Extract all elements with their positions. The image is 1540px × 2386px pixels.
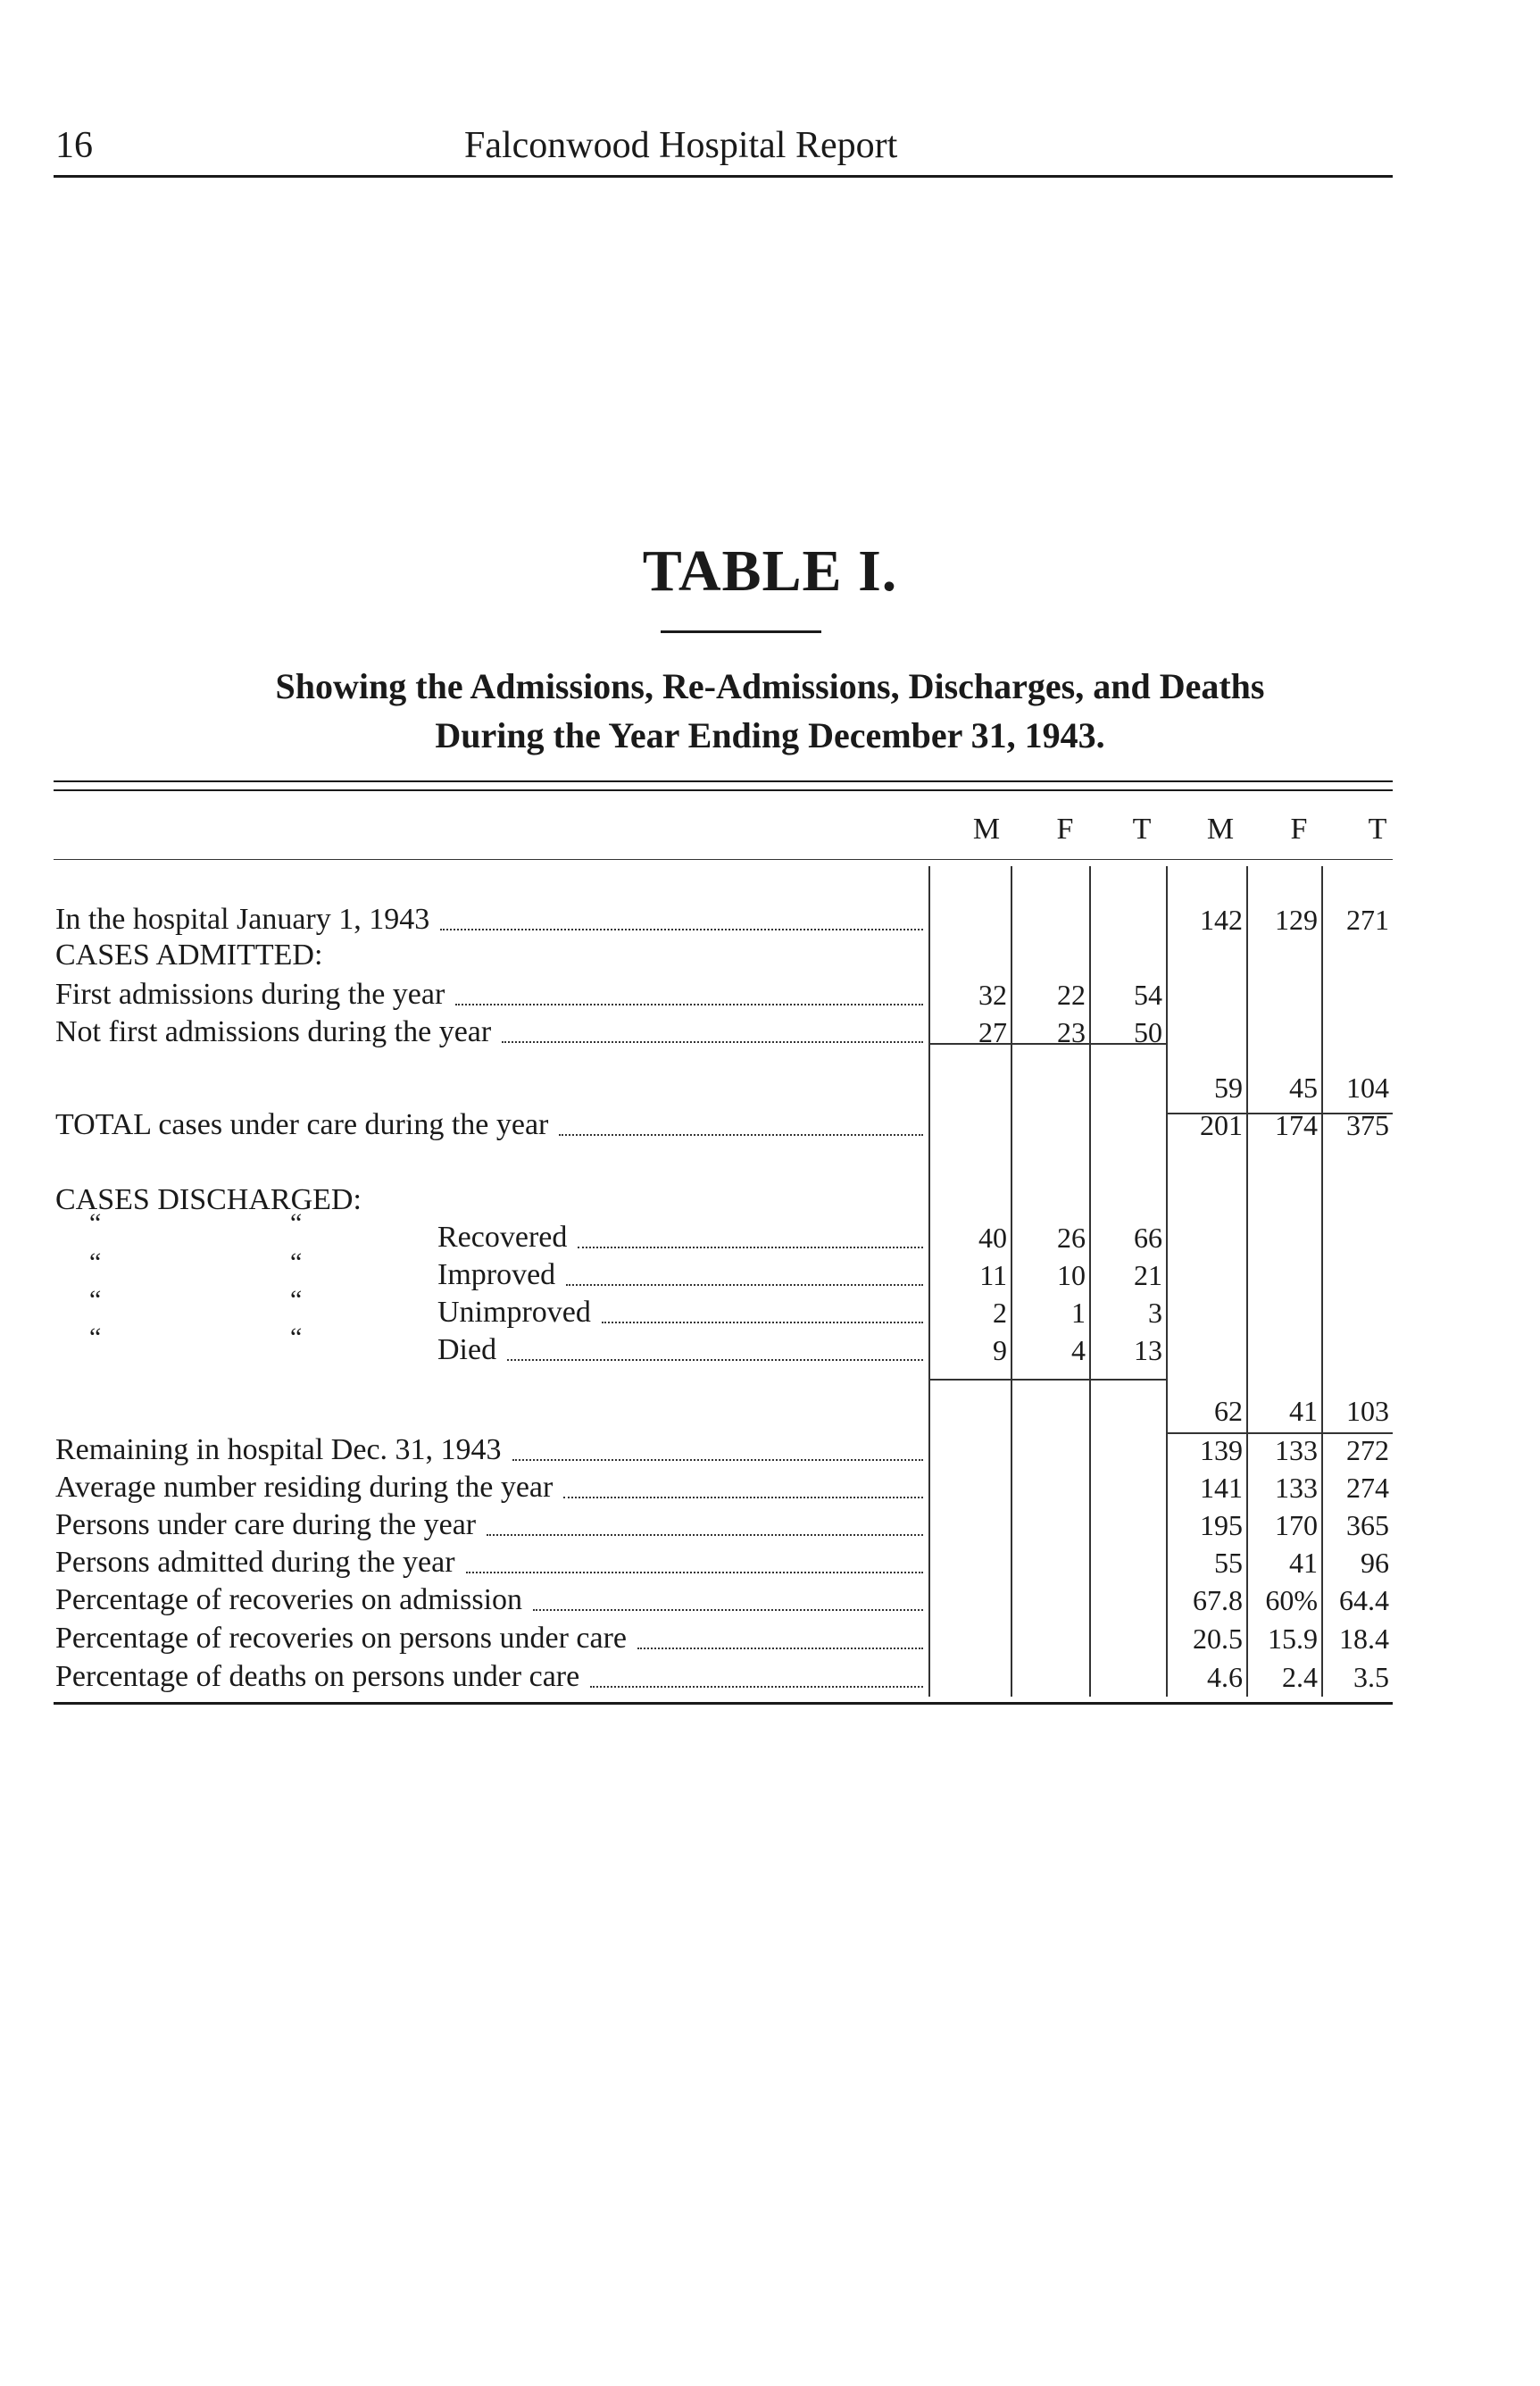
cell-f1: 22 — [1057, 979, 1086, 1011]
leader-dots — [507, 1359, 923, 1361]
row-label: CASES DISCHARGED: — [55, 1183, 362, 1216]
row-label: Remaining in hospital Dec. 31, 1943 — [55, 1433, 502, 1466]
cell-t2: 18.4 — [1339, 1623, 1389, 1655]
cell-f1: 23 — [1057, 1016, 1086, 1048]
cell-t2: 274 — [1346, 1472, 1389, 1504]
cell-m1: 32 — [978, 979, 1007, 1011]
ditto-mark: “ — [290, 1208, 303, 1238]
cell-f2: 174 — [1275, 1109, 1318, 1141]
row-label: Improved — [437, 1258, 556, 1291]
cell-t2: 375 — [1346, 1109, 1389, 1141]
row-label: CASES ADMITTED: — [55, 939, 323, 972]
cell-m2: 139 — [1200, 1434, 1243, 1466]
cell-t1: 66 — [1134, 1222, 1162, 1254]
cell-t2: 104 — [1346, 1072, 1389, 1104]
cell-f2: 45 — [1289, 1072, 1318, 1104]
cell-f2: 2.4 — [1282, 1661, 1318, 1693]
row-label: In the hospital January 1, 1943 — [55, 903, 430, 936]
title-rule — [661, 630, 821, 633]
cell-f2: 129 — [1275, 904, 1318, 936]
leader-dots — [578, 1247, 923, 1248]
leader-dots — [590, 1686, 923, 1688]
cell-m2: 4.6 — [1207, 1661, 1243, 1693]
header-rule — [54, 175, 1393, 178]
cell-f1: 10 — [1057, 1259, 1086, 1291]
leader-dots — [440, 929, 923, 930]
row-label: Percentage of deaths on persons under care — [55, 1660, 580, 1693]
table-top-rule-2 — [54, 789, 1393, 791]
table-subtitle-line-2: During the Year Ending December 31, 1943. — [435, 715, 1105, 755]
cell-f1: 26 — [1057, 1222, 1086, 1254]
cell-f2: 41 — [1289, 1395, 1318, 1427]
cell-m2: 62 — [1214, 1395, 1243, 1427]
table-top-rule — [54, 780, 1393, 782]
row-label: Persons under care during the year — [55, 1508, 477, 1541]
cell-f1: 1 — [1071, 1297, 1086, 1329]
row-label: Percentage of recoveries on persons under care — [55, 1622, 628, 1655]
column-rule — [928, 866, 930, 1697]
row-label: Unimproved — [437, 1296, 591, 1329]
column-rule — [1011, 866, 1012, 1697]
running-title: Falconwood Hospital Report — [464, 125, 898, 166]
leader-dots — [566, 1284, 923, 1286]
cell-f2: 60% — [1265, 1584, 1318, 1616]
leader-dots — [559, 1134, 923, 1136]
cell-f2: 170 — [1275, 1509, 1318, 1541]
row-label: Died — [437, 1333, 497, 1366]
cell-f2: 15.9 — [1268, 1623, 1318, 1655]
cell-m1: 2 — [993, 1297, 1007, 1329]
subtotal-rule — [928, 1379, 1166, 1381]
ditto-mark: “ — [89, 1208, 102, 1238]
row-label: First admissions during the year — [55, 978, 445, 1011]
cell-t1: 21 — [1134, 1259, 1162, 1291]
leader-dots — [637, 1648, 923, 1649]
ditto-mark: “ — [89, 1247, 102, 1277]
leader-dots — [487, 1534, 923, 1536]
cell-t1: 3 — [1148, 1297, 1162, 1329]
table-bottom-rule — [54, 1702, 1393, 1705]
cell-m2: 142 — [1200, 904, 1243, 936]
cell-t2: 365 — [1346, 1509, 1389, 1541]
cell-m1: 11 — [979, 1259, 1007, 1291]
leader-dots — [512, 1459, 923, 1461]
leader-dots — [466, 1572, 923, 1573]
col-header-f2: F — [1290, 813, 1308, 846]
table-title: TABLE I. — [642, 538, 898, 604]
leader-dots — [502, 1041, 923, 1043]
cell-t2: 103 — [1346, 1395, 1389, 1427]
cell-t2: 3.5 — [1353, 1661, 1389, 1693]
cell-t2: 271 — [1346, 904, 1389, 936]
leader-dots — [563, 1497, 923, 1498]
col-header-f1: F — [1056, 813, 1074, 846]
col-header-m2: M — [1206, 813, 1235, 846]
cell-m2: 20.5 — [1193, 1623, 1243, 1655]
header-separator — [54, 859, 1393, 860]
col-header-m1: M — [972, 813, 1001, 846]
cell-t1: 50 — [1134, 1016, 1162, 1048]
row-label: TOTAL cases under care during the year — [55, 1108, 549, 1141]
cell-t1: 54 — [1134, 979, 1162, 1011]
table-subtitle-line-1: Showing the Admissions, Re-Admissions, Discharges, and Deaths — [275, 666, 1265, 706]
ditto-mark: “ — [290, 1322, 303, 1352]
cell-m2: 195 — [1200, 1509, 1243, 1541]
cell-m1: 40 — [978, 1222, 1007, 1254]
cell-m2: 201 — [1200, 1109, 1243, 1141]
ditto-mark: “ — [89, 1322, 102, 1352]
row-label: Average number residing during the year — [55, 1471, 554, 1504]
ditto-mark: “ — [290, 1247, 303, 1277]
cell-m1: 27 — [978, 1016, 1007, 1048]
row-label: Persons admitted during the year — [55, 1546, 455, 1579]
cell-m2: 55 — [1214, 1547, 1243, 1579]
cell-m2: 59 — [1214, 1072, 1243, 1104]
cell-m1: 9 — [993, 1334, 1007, 1366]
cell-f2: 133 — [1275, 1472, 1318, 1504]
cell-m2: 67.8 — [1193, 1584, 1243, 1616]
cell-t1: 13 — [1134, 1334, 1162, 1366]
leader-dots — [455, 1004, 923, 1005]
cell-m2: 141 — [1200, 1472, 1243, 1504]
leader-dots — [533, 1609, 923, 1611]
col-header-t2: T — [1368, 813, 1387, 846]
page-number: 16 — [55, 125, 93, 166]
row-label: Percentage of recoveries on admission — [55, 1583, 523, 1616]
cell-f2: 133 — [1275, 1434, 1318, 1466]
cell-t2: 272 — [1346, 1434, 1389, 1466]
col-header-t1: T — [1132, 813, 1152, 846]
row-label: Not first admissions during the year — [55, 1015, 492, 1048]
row-label: Recovered — [437, 1221, 568, 1254]
cell-t2: 96 — [1361, 1547, 1389, 1579]
cell-t2: 64.4 — [1339, 1584, 1389, 1616]
cell-f2: 41 — [1289, 1547, 1318, 1579]
ditto-mark: “ — [290, 1285, 303, 1314]
column-rule — [1166, 866, 1168, 1697]
cell-f1: 4 — [1071, 1334, 1086, 1366]
leader-dots — [602, 1322, 923, 1323]
ditto-mark: “ — [89, 1285, 102, 1314]
